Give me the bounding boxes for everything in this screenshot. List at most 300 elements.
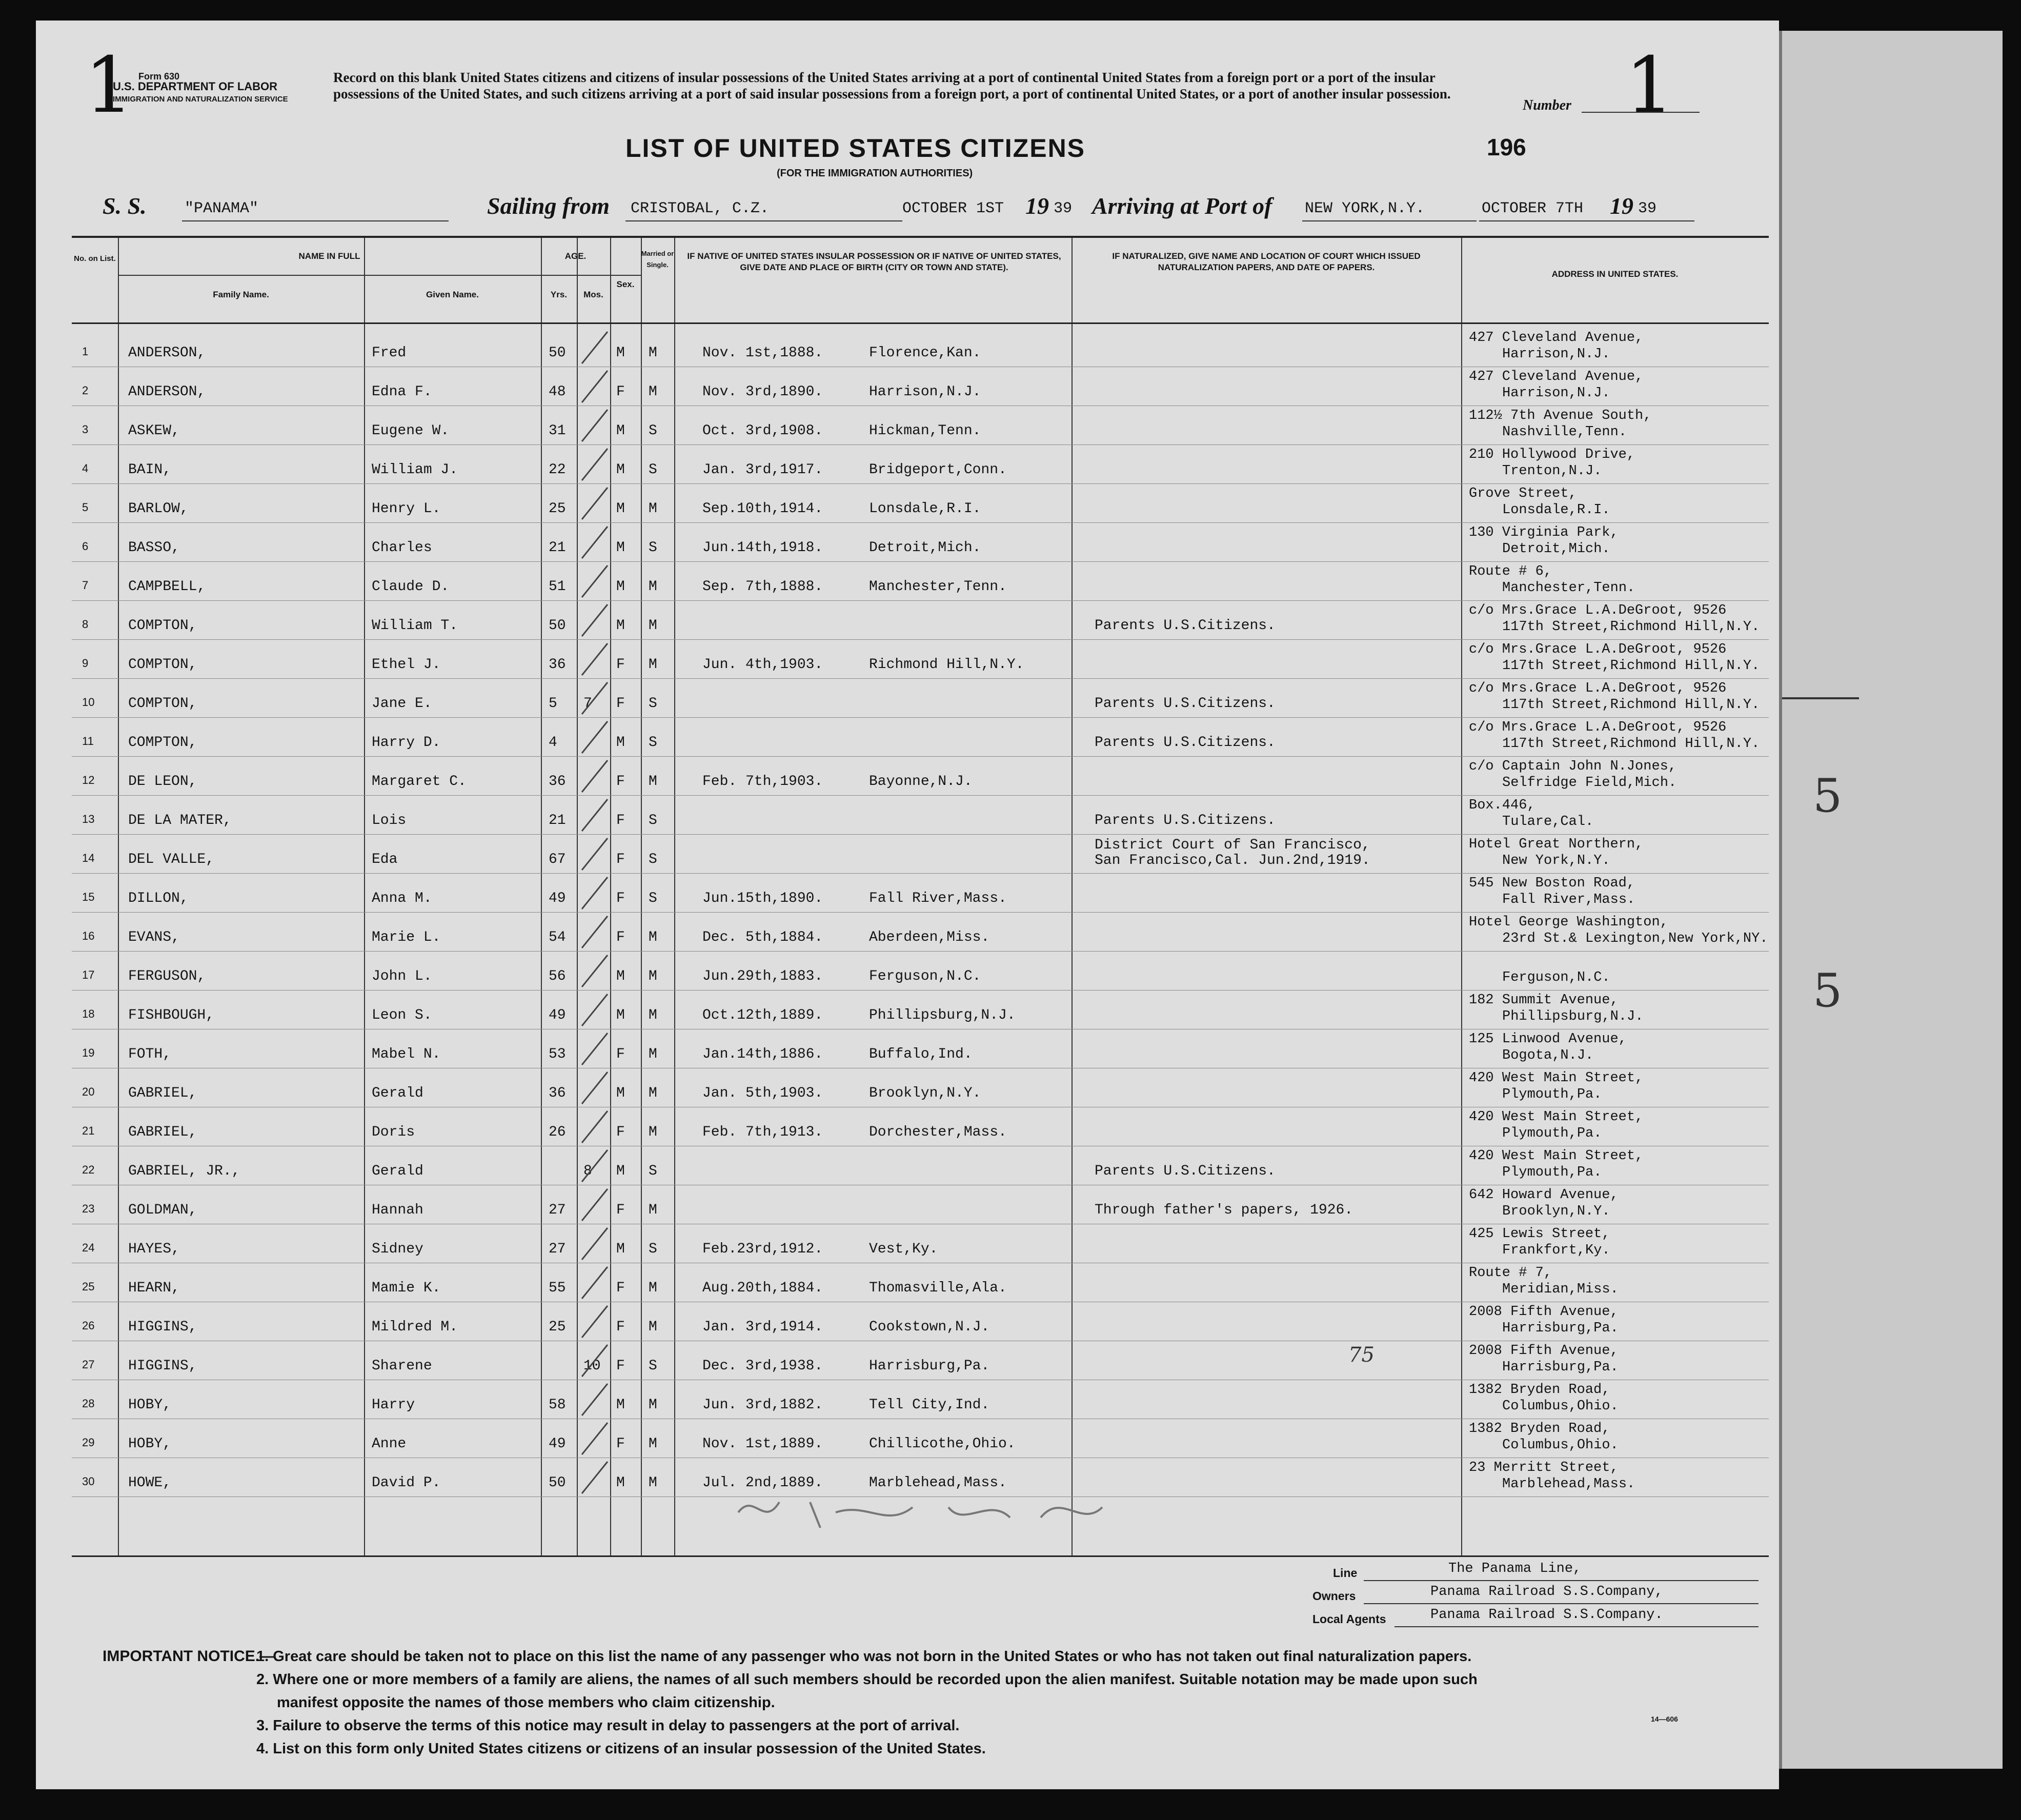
address-line-1: c/o Mrs.Grace L.A.DeGroot, 9526 <box>1469 603 1727 618</box>
table-row <box>72 328 1769 367</box>
ss-label: S. S. <box>103 193 147 219</box>
age-years: 26 <box>549 1124 566 1140</box>
birth-date: Jan. 3rd,1914. <box>702 1319 823 1335</box>
arrival-year-prefix: 19 <box>1610 193 1633 219</box>
family-name: COMPTON, <box>128 657 197 673</box>
marital-status: S <box>649 891 657 906</box>
age-years: 50 <box>549 345 566 361</box>
marital-status: M <box>649 1085 657 1101</box>
check-mark <box>577 678 613 717</box>
check-mark <box>577 1185 613 1224</box>
naturalization-line-1: Parents U.S.Citizens. <box>1095 1163 1276 1179</box>
table-row <box>72 717 1769 757</box>
table-row <box>72 1224 1769 1263</box>
check-mark <box>577 1263 613 1302</box>
marital-status: M <box>649 1397 657 1413</box>
age-years: 31 <box>549 423 566 439</box>
table-row <box>72 756 1769 796</box>
sex: M <box>616 1241 625 1257</box>
given-name: Claude D. <box>372 579 450 595</box>
col-family-header: Family Name. <box>213 290 269 299</box>
back-sheet <box>1779 31 2003 1769</box>
family-name: HOBY, <box>128 1436 172 1452</box>
address-line-2: Harrisburg,Pa. <box>1502 1321 1619 1336</box>
naturalization-line-1: Through father's papers, 1926. <box>1095 1202 1353 1218</box>
naturalization-line-1: Parents U.S.Citizens. <box>1095 618 1276 634</box>
age-years: 48 <box>549 384 566 400</box>
table-row <box>72 990 1769 1029</box>
birth-place: Marblehead,Mass. <box>869 1475 1007 1491</box>
address-line-2: Harrison,N.J. <box>1502 386 1610 401</box>
sailing-year: 39 <box>1054 200 1073 217</box>
birth-place: Harrisburg,Pa. <box>869 1358 990 1374</box>
row-number: 5 <box>82 501 89 514</box>
birth-place: Bayonne,N.J. <box>869 774 973 790</box>
family-name: GOLDMAN, <box>128 1202 197 1218</box>
sex: F <box>616 1280 625 1296</box>
row-number: 24 <box>82 1241 95 1254</box>
row-number: 6 <box>82 540 89 553</box>
col-name-header: NAME IN FULL <box>298 251 360 261</box>
family-name: DE LA MATER, <box>128 813 232 828</box>
side-tally-2: 5 <box>1813 964 1843 1018</box>
check-mark <box>577 756 613 795</box>
sex: M <box>616 1007 625 1023</box>
marital-status: S <box>649 540 657 556</box>
given-name: Fred <box>372 345 407 361</box>
address-line-2: Selfridge Field,Mich. <box>1502 775 1677 791</box>
sex: F <box>616 1358 625 1374</box>
family-name: DE LEON, <box>128 774 197 790</box>
birth-date: Jan. 3rd,1917. <box>702 462 823 478</box>
age-years: 4 <box>549 735 557 751</box>
address-line-2: Manchester,Tenn. <box>1502 580 1635 596</box>
address-line-1: 112½ 7th Avenue South, <box>1469 408 1652 423</box>
family-name: COMPTON, <box>128 696 197 712</box>
birth-date: Jun.29th,1883. <box>702 968 823 984</box>
birth-place: Detroit,Mich. <box>869 540 981 556</box>
service-name: IMMIGRATION AND NATURALIZATION SERVICE <box>113 95 288 104</box>
marital-status: S <box>649 1241 657 1257</box>
family-name: COMPTON, <box>128 735 197 751</box>
row-number: 26 <box>82 1319 95 1332</box>
address-line-1: Box.446, <box>1469 798 1535 813</box>
col-birth-header: IF NATIVE OF UNITED STATES INSULAR POSSESSION OR IF NATIVE OF UNITED STATES, GIVE DATE AND PLACE OF BIRTH (CITY OR TOWN AND STATE). <box>687 251 1061 272</box>
sex: F <box>616 891 625 906</box>
table-row <box>72 912 1769 952</box>
number-line <box>1582 112 1700 113</box>
birth-date: Nov. 1st,1888. <box>702 345 823 361</box>
address-line-2: Bogota,N.J. <box>1502 1048 1594 1063</box>
address-line-1: c/o Mrs.Grace L.A.DeGroot, 9526 <box>1469 720 1727 735</box>
age-years: 36 <box>549 774 566 790</box>
owners-label: Owners <box>1312 1589 1356 1603</box>
table-row <box>72 1146 1769 1185</box>
notice-3: 3. Failure to observe the terms of this notice may result in delay to passengers at the port of arrival. <box>256 1717 960 1734</box>
ship-name: "PANAMA" <box>185 200 259 217</box>
notice-4: 4. List on this form only United States citizens or citizens of an insular possession of the United States. <box>256 1741 986 1757</box>
table-row <box>72 951 1769 990</box>
row-number: 2 <box>82 384 89 397</box>
owners-underline <box>1364 1603 1759 1604</box>
col-no-header: No. on List. <box>74 254 116 263</box>
sex: M <box>616 968 625 984</box>
marital-status: M <box>649 1280 657 1296</box>
age-years: 21 <box>549 813 566 828</box>
address-line-1: c/o Mrs.Grace L.A.DeGroot, 9526 <box>1469 681 1727 696</box>
address-line-2: Plymouth,Pa. <box>1502 1126 1602 1141</box>
family-name: GABRIEL, <box>128 1124 197 1140</box>
owners-value: Panama Railroad S.S.Company, <box>1430 1584 1663 1600</box>
birth-date: Feb.23rd,1912. <box>702 1241 823 1257</box>
family-name: HIGGINS, <box>128 1358 197 1374</box>
given-name: Anne <box>372 1436 407 1452</box>
address-line-2: Fall River,Mass. <box>1502 892 1635 907</box>
address-line-2: Meridian,Miss. <box>1502 1282 1619 1297</box>
table-row <box>72 1263 1769 1302</box>
birth-date: Oct.12th,1889. <box>702 1007 823 1023</box>
marital-status: M <box>649 345 657 361</box>
marital-status: M <box>649 657 657 673</box>
birth-date: Jan.14th,1886. <box>702 1046 823 1062</box>
given-name: Doris <box>372 1124 415 1140</box>
age-years: 50 <box>549 618 566 634</box>
address-line-1: 420 West Main Street, <box>1469 1109 1644 1125</box>
family-name: GABRIEL, <box>128 1085 197 1101</box>
family-name: FERGUSON, <box>128 968 206 984</box>
sex: M <box>616 735 625 751</box>
age-years: 27 <box>549 1241 566 1257</box>
given-name: Eugene W. <box>372 423 450 439</box>
sailing-from-line <box>625 220 902 221</box>
sex: M <box>616 618 625 634</box>
table-row <box>72 444 1769 484</box>
family-name: BASSO, <box>128 540 180 556</box>
row-number: 14 <box>82 852 95 864</box>
check-mark <box>577 406 613 444</box>
check-mark <box>577 444 613 483</box>
check-mark <box>577 873 613 912</box>
sailing-from: CRISTOBAL, C.Z. <box>631 200 770 217</box>
address-line-2: Lonsdale,R.I. <box>1502 502 1610 518</box>
row-number: 23 <box>82 1202 95 1215</box>
address-line-1: 425 Lewis Street, <box>1469 1226 1610 1242</box>
family-name: HAYES, <box>128 1241 180 1257</box>
check-mark <box>577 328 613 367</box>
given-name: John L. <box>372 968 432 984</box>
row-number: 3 <box>82 423 89 436</box>
row-number: 29 <box>82 1436 95 1449</box>
row-number: 4 <box>82 462 89 475</box>
check-mark <box>577 717 613 756</box>
age-months: 7 <box>583 696 592 712</box>
check-mark <box>577 1107 613 1146</box>
birth-date: Nov. 1st,1889. <box>702 1436 823 1452</box>
address-line-2: Harrison,N.J. <box>1502 347 1610 362</box>
given-name: Gerald <box>372 1085 423 1101</box>
check-mark <box>577 367 613 406</box>
number-label: Number <box>1523 97 1571 113</box>
age-years: 54 <box>549 929 566 945</box>
table-row <box>72 483 1769 523</box>
age-years: 53 <box>549 1046 566 1062</box>
age-years: 49 <box>549 1436 566 1452</box>
naturalization-line-1: Parents U.S.Citizens. <box>1095 696 1276 712</box>
address-line-1: Grove Street, <box>1469 486 1577 501</box>
table-row <box>72 678 1769 718</box>
address-line-1: Route # 7, <box>1469 1265 1552 1281</box>
birth-place: Florence,Kan. <box>869 345 981 361</box>
col-given-header: Given Name. <box>426 290 479 299</box>
sex: M <box>616 1397 625 1413</box>
address-line-2: 23rd St.& Lexington,New York,NY. <box>1502 931 1768 946</box>
address-line-2: Marblehead,Mass. <box>1502 1477 1635 1492</box>
check-mark <box>577 600 613 639</box>
naturalization-line-1: Parents U.S.Citizens. <box>1095 813 1276 828</box>
family-name: HOWE, <box>128 1475 172 1491</box>
table-row <box>72 1380 1769 1419</box>
given-name: David P. <box>372 1475 441 1491</box>
family-name: CAMPBELL, <box>128 579 206 595</box>
age-years: 27 <box>549 1202 566 1218</box>
check-mark <box>577 912 613 951</box>
check-mark <box>577 639 613 678</box>
row-number: 20 <box>82 1085 95 1098</box>
address-line-2: Detroit,Mich. <box>1502 541 1610 557</box>
check-mark <box>577 1068 613 1107</box>
row-number: 7 <box>82 579 89 592</box>
side-tally-1: 5 <box>1813 769 1843 823</box>
address-line-1: 2008 Fifth Avenue, <box>1469 1304 1619 1320</box>
sailing-year-prefix: 19 <box>1025 193 1049 219</box>
agents-underline <box>1395 1626 1759 1627</box>
marital-status: M <box>649 774 657 790</box>
check-mark <box>577 951 613 990</box>
table-row <box>72 873 1769 913</box>
birth-place: Brooklyn,N.Y. <box>869 1085 981 1101</box>
sex: M <box>616 540 625 556</box>
marital-status: S <box>649 735 657 751</box>
address-line-2: 117th Street,Richmond Hill,N.Y. <box>1502 658 1760 674</box>
row-number: 12 <box>82 774 95 786</box>
birth-date: Dec. 5th,1884. <box>702 929 823 945</box>
table-row <box>72 367 1769 406</box>
family-name: HIGGINS, <box>128 1319 197 1335</box>
given-name: Charles <box>372 540 432 556</box>
pencil-scrawl <box>733 1482 1143 1538</box>
table-row <box>72 406 1769 445</box>
birth-place: Dorchester,Mass. <box>869 1124 1007 1140</box>
sex: F <box>616 1436 625 1452</box>
table-row <box>72 561 1769 601</box>
family-name: ANDERSON, <box>128 345 206 361</box>
table-row <box>72 1068 1769 1107</box>
sex: M <box>616 579 625 595</box>
address-line-1: 23 Merritt Street, <box>1469 1460 1619 1475</box>
address-line-1: 182 Summit Avenue, <box>1469 993 1619 1008</box>
family-name: DEL VALLE, <box>128 852 215 867</box>
birth-place: Aberdeen,Miss. <box>869 929 990 945</box>
address-line-1: 125 Linwood Avenue, <box>1469 1032 1627 1047</box>
row-number: 21 <box>82 1124 95 1137</box>
given-name: Jane E. <box>372 696 432 712</box>
address-line-2: Tulare,Cal. <box>1502 814 1594 830</box>
row-number: 22 <box>82 1163 95 1176</box>
address-line-2: 117th Street,Richmond Hill,N.Y. <box>1502 697 1760 713</box>
table-row <box>72 1185 1769 1224</box>
row-number: 10 <box>82 696 95 709</box>
marital-status: M <box>649 1007 657 1023</box>
marital-status: S <box>649 1163 657 1179</box>
check-mark <box>577 1029 613 1068</box>
address-line-1: 210 Hollywood Drive, <box>1469 447 1635 462</box>
address-line-1: 427 Cleveland Avenue, <box>1469 330 1644 346</box>
stamp-number: 196 <box>1487 134 1526 160</box>
birth-date: Feb. 7th,1903. <box>702 774 823 790</box>
check-mark <box>577 1146 613 1185</box>
check-mark <box>577 1458 613 1497</box>
row-number: 30 <box>82 1475 95 1488</box>
address-line-2: Harrisburg,Pa. <box>1502 1360 1619 1375</box>
marital-status: S <box>649 813 657 828</box>
col-sex-header: Sex. <box>616 279 635 289</box>
table-row <box>72 639 1769 679</box>
row-number: 9 <box>82 657 89 670</box>
marital-status: M <box>649 579 657 595</box>
age-years: 56 <box>549 968 566 984</box>
marital-status: M <box>649 1046 657 1062</box>
given-name: Marie L. <box>372 929 441 945</box>
notice-2: 2. Where one or more members of a family are aliens, the names of all such members should be recorded upon the alien manifest. Suitable notation may be made upon such <box>256 1671 1478 1688</box>
sex: F <box>616 657 625 673</box>
address-line-2: Trenton,N.J. <box>1502 463 1602 479</box>
address-line-2: Plymouth,Pa. <box>1502 1087 1602 1102</box>
birth-place: Cookstown,N.J. <box>869 1319 990 1335</box>
col-mos-header: Mos. <box>583 290 603 299</box>
preamble-text: Record on this blank United States citizens and citizens of insular possessions of the United States arriving at a port of continental United States from a foreign port or a port of the insular possessions of the United States, and such citizens arriving at a port of said insular possessions from a foreign port, a port of continental United States, or a port of another insular possession. <box>333 70 1451 102</box>
birth-place: Bridgeport,Conn. <box>869 462 1007 478</box>
given-name: Anna M. <box>372 891 432 906</box>
birth-date: Jul. 2nd,1889. <box>702 1475 823 1491</box>
family-name: COMPTON, <box>128 618 197 634</box>
birth-date: Sep.10th,1914. <box>702 501 823 517</box>
sex: F <box>616 1319 625 1335</box>
age-years: 50 <box>549 1475 566 1491</box>
age-months: 10 <box>583 1358 601 1374</box>
sex: F <box>616 1124 625 1140</box>
naturalization-line-2: San Francisco,Cal. Jun.2nd,1919. <box>1095 853 1370 868</box>
row-number: 27 <box>82 1358 95 1371</box>
address-line-2: Phillipsburg,N.J. <box>1502 1009 1644 1024</box>
table-row <box>72 1029 1769 1068</box>
given-name: Sidney <box>372 1241 423 1257</box>
form-number: Form 630 <box>138 71 180 82</box>
address-line-1: 420 West Main Street, <box>1469 1070 1644 1086</box>
address-line-1: 1382 Bryden Road, <box>1469 1382 1610 1398</box>
birth-date: Oct. 3rd,1908. <box>702 423 823 439</box>
marital-status: S <box>649 696 657 712</box>
family-name: ANDERSON, <box>128 384 206 400</box>
birth-date: Sep. 7th,1888. <box>702 579 823 595</box>
check-mark <box>577 1341 613 1380</box>
marital-status: M <box>649 618 657 634</box>
birth-date: Aug.20th,1884. <box>702 1280 823 1296</box>
address-line-2: Ferguson,N.C. <box>1502 970 1610 985</box>
sex: F <box>616 774 625 790</box>
marital-status: S <box>649 462 657 478</box>
birth-place: Vest,Ky. <box>869 1241 938 1257</box>
given-name: Mabel N. <box>372 1046 441 1062</box>
page-title: LIST OF UNITED STATES CITIZENS <box>625 134 1086 163</box>
sex: M <box>616 345 625 361</box>
marital-status: M <box>649 968 657 984</box>
arriving-label: Arriving at Port of <box>1092 193 1272 219</box>
col-yrs-header: Yrs. <box>550 290 568 299</box>
given-name: Mamie K. <box>372 1280 441 1296</box>
department-name: U.S. DEPARTMENT OF LABOR <box>113 80 278 93</box>
age-years: 21 <box>549 540 566 556</box>
manifest-sheet <box>36 21 1779 1789</box>
address-line-1: Hotel Great Northern, <box>1469 837 1644 852</box>
sex: F <box>616 813 625 828</box>
given-name: Margaret C. <box>372 774 467 790</box>
birth-place: Fall River,Mass. <box>869 891 1007 906</box>
row-number: 19 <box>82 1046 95 1059</box>
birth-place: Ferguson,N.C. <box>869 968 981 984</box>
given-name: Mildred M. <box>372 1319 458 1335</box>
birth-date: Jun. 4th,1903. <box>702 657 823 673</box>
table-row <box>72 795 1769 835</box>
birth-place: Richmond Hill,N.Y. <box>869 657 1024 673</box>
given-name: Eda <box>372 852 398 867</box>
address-line-2: 117th Street,Richmond Hill,N.Y. <box>1502 619 1760 635</box>
family-name: HEARN, <box>128 1280 180 1296</box>
marital-status: M <box>649 384 657 400</box>
birth-date: Jun.14th,1918. <box>702 540 823 556</box>
agents-value: Panama Railroad S.S.Company. <box>1430 1607 1663 1623</box>
check-mark <box>577 1302 613 1341</box>
sex: F <box>616 929 625 945</box>
sex: F <box>616 384 625 400</box>
age-years: 51 <box>549 579 566 595</box>
tally-box-top <box>1782 697 1859 699</box>
row27-note: 75 <box>1348 1343 1375 1367</box>
check-mark <box>577 795 613 834</box>
sex: F <box>616 1202 625 1218</box>
address-line-1: Route # 6, <box>1469 564 1552 579</box>
passenger-table <box>72 236 1769 1557</box>
sex: F <box>616 696 625 712</box>
birth-place: Thomasville,Ala. <box>869 1280 1007 1296</box>
row-number: 16 <box>82 929 95 942</box>
address-line-2: Plymouth,Pa. <box>1502 1165 1602 1180</box>
marital-status: M <box>649 1202 657 1218</box>
col-address-header: ADDRESS IN UNITED STATES. <box>1551 269 1679 279</box>
age-years: 5 <box>549 696 557 712</box>
sex: M <box>616 1085 625 1101</box>
table-row <box>72 1107 1769 1146</box>
marital-status: S <box>649 423 657 439</box>
sex: M <box>616 462 625 478</box>
notice-label: IMPORTANT NOTICE.— <box>103 1648 275 1665</box>
notice-1: 1. Great care should be taken not to place on this list the name of any passenger who was not born in the United States or who has not taken out final naturalization papers. <box>256 1648 1472 1665</box>
given-name: Ethel J. <box>372 657 441 673</box>
birth-date: Feb. 7th,1913. <box>702 1124 823 1140</box>
family-name: FISHBOUGH, <box>128 1007 215 1023</box>
family-name: ASKEW, <box>128 423 180 439</box>
address-line-2: Frankfort,Ky. <box>1502 1243 1610 1258</box>
age-years: 25 <box>549 1319 566 1335</box>
